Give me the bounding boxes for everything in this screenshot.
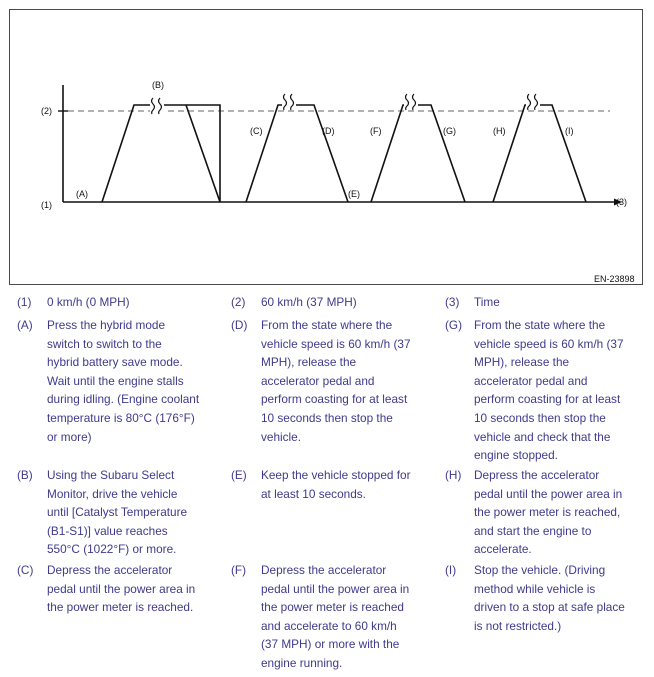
legend-text: From the state where the vehicle speed is 60 km/h (37 MPH), release the accelerator pedal and perform coasting for at least 10 seconds then stop the vehicle and check that the engine stopped.: [474, 318, 624, 463]
legend-code: (E): [231, 468, 247, 482]
speed-profile-3-decel: [417, 105, 465, 202]
legend-code: (1): [17, 295, 32, 309]
speed-profile-3-accel: [371, 105, 417, 202]
speed-time-diagram: [10, 10, 642, 284]
legend-text: Stop the vehicle. (Driving method while vehicle is driven to a stop at safe place is not restricted.): [474, 563, 625, 633]
label-axis-2: (2): [41, 106, 52, 116]
label-axis-1: (1): [41, 200, 52, 210]
legend-text: Depress the accelerator pedal until the power area in the power meter is reached, and start the engine to accelerate.: [474, 468, 623, 557]
speed-profile-4-accel: [493, 105, 537, 202]
legend-code: (F): [231, 563, 247, 577]
legend-code: (C): [17, 563, 34, 577]
legend-text: 60 km/h (37 MPH): [261, 295, 357, 309]
break-mark-4: [526, 94, 540, 110]
label-axis-3: (3): [616, 197, 627, 207]
break-mark-2: [282, 94, 296, 110]
label-G: (G): [443, 126, 456, 136]
legend-code: (B): [17, 468, 33, 482]
label-I: (I): [565, 126, 574, 136]
label-C: (C): [250, 126, 263, 136]
legend-code: (2): [231, 295, 246, 309]
legend-text: Time: [474, 295, 500, 309]
speed-profile-1-decel: [186, 105, 220, 202]
legend-text: 0 km/h (0 MPH): [47, 295, 130, 309]
legend-code: (3): [445, 295, 460, 309]
legend-text: Press the hybrid mode switch to switch to the hybrid battery save mode. Wait until the engine stalls during idling. (Engine coolant temperature is 80°C (176°F) or more): [47, 318, 200, 444]
legend-code: (H): [445, 468, 462, 482]
figure-id: EN-23898: [594, 274, 635, 284]
legend-code: (D): [231, 318, 248, 332]
legend-text: Depress the accelerator pedal until the power area in the power meter is reached and accelerate to 60 km/h (37 MPH) or more with the engine running.: [261, 563, 410, 670]
legend-code: (A): [17, 318, 33, 332]
label-F: (F): [370, 126, 382, 136]
legend-code: (G): [445, 318, 463, 332]
break-mark-1: [150, 98, 164, 114]
legend-code: (I): [445, 563, 457, 577]
label-D: (D): [322, 126, 335, 136]
diagram-frame: [9, 9, 643, 285]
speed-profile-4-decel: [537, 105, 586, 202]
speed-profile-2-decel: [296, 105, 348, 202]
label-E: (E): [348, 189, 360, 199]
legend-text: Using the Subaru Select Monitor, drive the vehicle until [Catalyst Temperature (B1-S1)] value reaches 550°C (1022°F) or more.: [47, 468, 188, 557]
legend-text: Depress the accelerator pedal until the power area in the power meter is reached.: [47, 563, 196, 615]
legend-text: Keep the vehicle stopped for at least 10 seconds.: [261, 468, 411, 501]
label-H: (H): [493, 126, 506, 136]
label-A: (A): [76, 189, 88, 199]
label-B: (B): [152, 80, 164, 90]
speed-profile-2-accel: [246, 105, 296, 202]
break-mark-3: [404, 94, 418, 110]
legend-text: From the state where the vehicle speed is 60 km/h (37 MPH), release the accelerator pedal and perform coasting for at least 10 seconds then stop the vehicle.: [261, 318, 411, 444]
